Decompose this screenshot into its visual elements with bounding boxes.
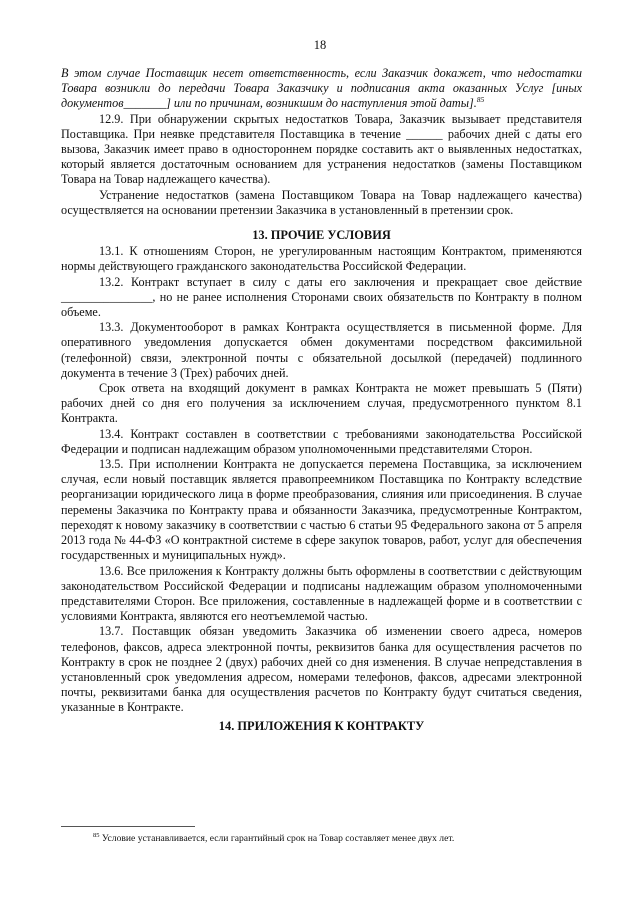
paragraph-13-6: 13.6. Все приложения к Контракту должны быть оформлены в соответствии с действующим законодательством Российской Федерации и подписаны надлежащим образом уполномоченными представителями Сторон. Все приложения, составленные в надлежащей форме и в соответствии с условиями Контракта, являются его неотъемлемой частью. [61,563,582,624]
paragraph-defect-correction: Устранение недостатков (замена Поставщиком Товара на Товар надлежащего качества) осуществляется на основании претензии Заказчика в установленный в претензии срок. [61,187,582,217]
paragraph-13-3: 13.3. Документооборот в рамках Контракта осуществляется в письменной форме. Для оперативного уведомления допускается обмен документами посредством факсимильной (телефонной) связи, электронной почты с обязательной досылкой (передачей) подлинного документа в течение 3 (Трех) рабочих дней. [61,320,582,380]
paragraph-13-5: 13.5. При исполнении Контракта не допускается перемена Поставщика, за исключением случая, если новый поставщик является правопреемником Поставщика по Контракту вследствие реорганизации юридического лица в форме преобразования, слияния или присоединения. В случае перемены Заказчика по Контракту права и обязанности Заказчика, предусмотренные Контрактом, переходят к новому заказчику в соответствии с частью 6 статьи 95 Федерального закона от 5 апреля 2013 года № 44-ФЗ «О контрактной системе в сфере закупок товаров, работ, услуг для обеспечения государственных и муниципальных нужд». [61,457,582,563]
section-heading-14: 14. ПРИЛОЖЕНИЯ К КОНТРАКТУ [218,718,425,733]
section-heading-13: 13. ПРОЧИЕ УСЛОВИЯ [252,228,391,243]
document-body [61,66,582,735]
paragraph-13-2: 13.2. Контракт вступает в силу с даты его заключения и прекращает свое действие _______________, но не ранее исполнения Сторонами своих обязательств по Контракту в полном объеме. [61,274,582,320]
paragraph-liability-italic [61,66,582,112]
paragraph-12-9: 12.9. При обнаружении скрытых недостатков Товара, Заказчик вызывает представителя Поставщика. При неявке представителя Поставщика в течение ______ рабочих дней с даты его вызова, Заказчик имеет право в одностороннем порядке составить акт о выявленных недостатках, который является достаточным основанием для устранения недостатков (замены Поставщиком Товара на Товар надлежащего качества). [61,111,582,187]
paragraph-13-1: 13.1. К отношениям Сторон, не урегулированным настоящим Контрактом, применяются нормы действующего гражданского законодательства Российской Федерации. [61,244,582,274]
footnote [93,833,454,845]
footnote-separator [61,826,195,827]
footnote-reference: 85 [476,95,485,105]
paragraph-response-term: Срок ответа на входящий документ в рамках Контракта не может превышать 5 (Пяти) рабочих дней со дня его получения за исключением случая, предусмотренного пунктом 8.1 Контракта. [61,381,582,426]
footnote-text: Условие устанавливается, если гарантийный срок на Товар составляет менее двух лет. [101,833,455,844]
paragraph-text: В этом случае Поставщик несет ответственность, если Заказчик докажет, что недостатки Товара возникли до передачи Товара Заказчику и подписания акта оказанных Услуг [иных документов_______] или по причинам, возникшим до наступления этой даты]. [61,66,582,111]
paragraph-13-7: 13.7. Поставщик обязан уведомить Заказчика об изменении своего адреса, номеров телефонов, факсов, адреса электронной почты, реквизитов банка для осуществления расчетов по Контракту в срок не позднее 2 (двух) рабочих дней со дня изменения. В случае непредставления в установленный срок уведомления адресом, номерами телефонов, факсов, адресами электронной почты, реквизитами банка для осуществления расчетов по Контракту будут считаться сведения, указанные в Контракте. [61,624,582,715]
footnote-number: 85 [93,831,100,839]
page-number: 18 [313,38,327,52]
paragraph-13-4: 13.4. Контракт составлен в соответствии с требованиями законодательства Российской Федерации и подписан надлежащим образом уполномоченными представителями Сторон. [61,426,582,456]
